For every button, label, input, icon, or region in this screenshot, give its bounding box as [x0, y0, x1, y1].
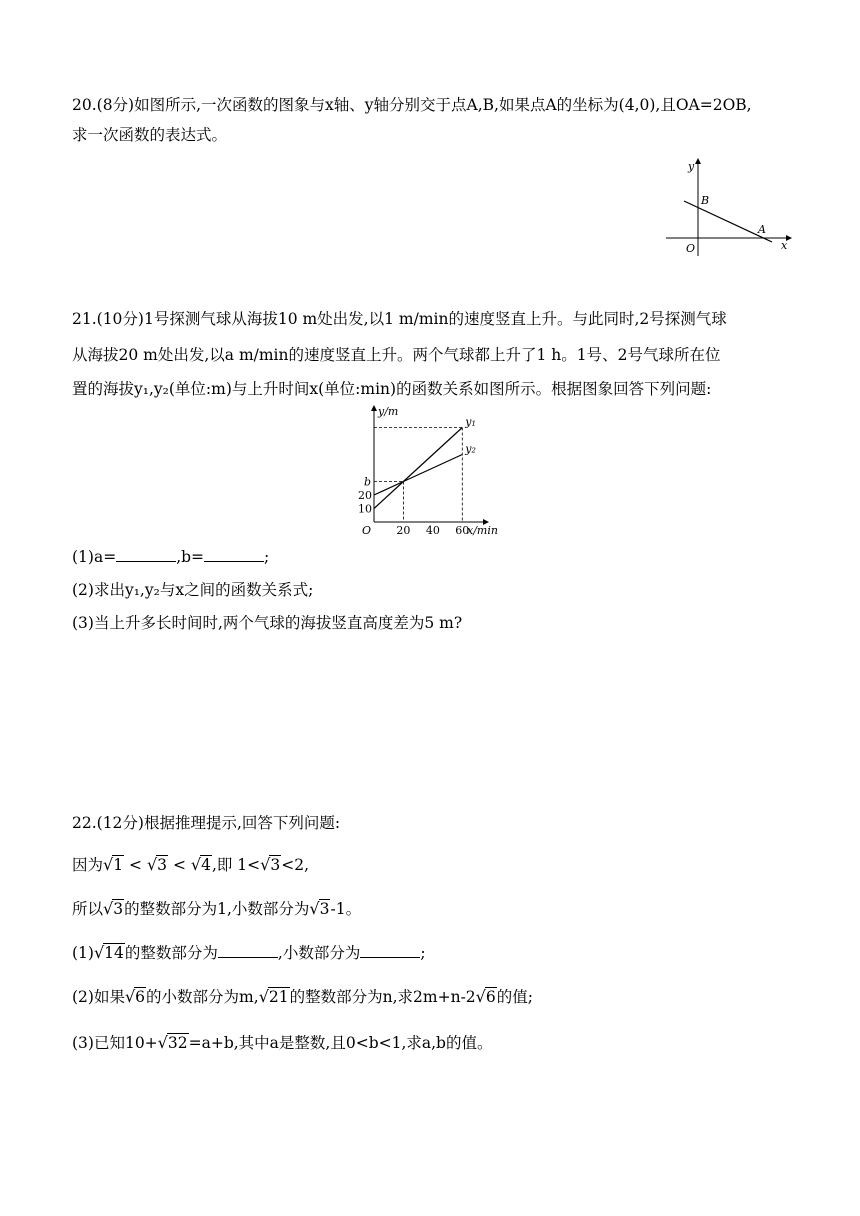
q22-sub1-end: ; [420, 944, 426, 962]
q21-text-line2: 从海拔20 m处出发,以a m/min的速度竖直上升。两个气球都上升了1 h。1号、2号气球所在位 [72, 346, 721, 364]
q22-line3-end: -1。 [330, 900, 362, 918]
series-label-y2: y₂ [465, 442, 476, 456]
q22-sub2 [72, 986, 533, 1008]
q22-sub1-mid2: ,小数部分为 [277, 944, 361, 962]
q21-sub2: (2)求出y₁,y₂与x之间的函数关系式; [72, 581, 314, 599]
q20-text-line2: 求一次函数的表达式。 [72, 126, 228, 144]
sqrt-3: √3 [146, 855, 168, 874]
y-axis-label: y/m [378, 405, 399, 418]
sqrt-32: √32 [157, 1033, 188, 1052]
series-label-y1: y₁ [465, 415, 476, 429]
q22-sub1 [72, 942, 426, 964]
q22-line2-lt1: < [124, 856, 147, 874]
q22-sub3-pre: (3)已知10+ [72, 1034, 158, 1052]
q20-text-line1: 20.(8分)如图所示,一次函数的图象与x轴、y轴分别交于点A,B,如果点A的坐标为(4,0),且OA=2OB, [72, 96, 752, 114]
q20-y-arrow-icon [695, 158, 701, 164]
y-tick-10: 10 [358, 502, 372, 516]
q22-line2-post: ,即 1< [211, 856, 261, 874]
q22-line3-pre: 所以 [72, 900, 104, 918]
answer-blank-b[interactable] [204, 547, 264, 562]
q22-line2 [72, 854, 309, 876]
answer-blank-integer-part[interactable] [218, 943, 278, 958]
series-line-y2 [374, 455, 462, 496]
sqrt-3b: √3 [260, 855, 281, 874]
q20-a-label: A [758, 223, 766, 236]
q22-sub2-mid2: 的整数部分为n,求2m+n-2 [289, 988, 476, 1006]
q21-sub1-a: (1)a= [72, 548, 117, 566]
y-tick-20: 20 [358, 489, 372, 502]
q22-line2-lt2: < [168, 856, 191, 874]
q21-chart [356, 404, 506, 537]
q22-line3 [72, 898, 361, 920]
q21-sub1-b: ,b= [176, 548, 205, 566]
q20-b-label: B [701, 194, 710, 207]
q20-figure [662, 156, 792, 260]
q21-text-line1: 21.(10分)1号探测气球从海拔10 m处出发,以1 m/min的速度竖直上升。与此同时,2号探测气球 [72, 310, 727, 328]
q22-line1: 22.(12分)根据推理提示,回答下列问题: [72, 814, 341, 832]
q21-sub1 [72, 546, 269, 568]
q21-sub1-end: ; [264, 548, 270, 566]
sqrt-3c: √3 [103, 899, 124, 918]
sqrt-6b: √6 [475, 987, 496, 1006]
q22-line2-end: <2, [281, 856, 309, 874]
sqrt-21: √21 [258, 987, 289, 1006]
q20-y-label: y [688, 160, 695, 173]
sqrt-1: √1 [103, 855, 124, 874]
series-line-y1 [374, 428, 462, 509]
q20-o-label: O [686, 242, 696, 255]
x-tick-40: 40 [425, 524, 440, 537]
q21-text-line3: 置的海拔y₁,y₂(单位:m)与上升时间x(单位:min)的函数关系如图所示。根据图象回答下列问题: [72, 380, 712, 398]
x-tick-60: 60 [455, 524, 470, 537]
sqrt-3d: √3 [309, 899, 330, 918]
sqrt-14: √14 [93, 943, 124, 962]
q22-sub1-pre: (1) [72, 944, 94, 962]
q21-sub3: (3)当上升多长时间时,两个气球的海拔竖直高度差为5 m? [72, 614, 463, 632]
q22-line2-pre: 因为 [72, 856, 104, 874]
y-arrow-icon [371, 405, 377, 411]
q22-sub2-end: 的值; [496, 988, 533, 1006]
q22-sub3 [72, 1032, 492, 1054]
q22-sub1-mid: 的整数部分为 [124, 944, 218, 962]
q22-sub2-pre: (2)如果 [72, 988, 125, 1006]
y-tick-b: b [364, 475, 372, 489]
q22-sub3-end: =a+b,其中a是整数,且0<b<1,求a,b的值。 [188, 1034, 493, 1052]
q20-x-label: x [781, 239, 788, 252]
answer-blank-decimal-part[interactable] [360, 943, 420, 958]
origin-label: O [362, 524, 372, 537]
x-axis-label: x/min [467, 524, 498, 537]
x-tick-20: 20 [396, 524, 411, 537]
sqrt-6: √6 [124, 987, 146, 1006]
q22-sub2-mid: 的小数部分为m, [146, 988, 259, 1006]
q22-line3-mid: 的整数部分为1,小数部分为 [124, 900, 310, 918]
sqrt-4: √4 [190, 855, 211, 874]
answer-blank-a[interactable] [116, 547, 176, 562]
